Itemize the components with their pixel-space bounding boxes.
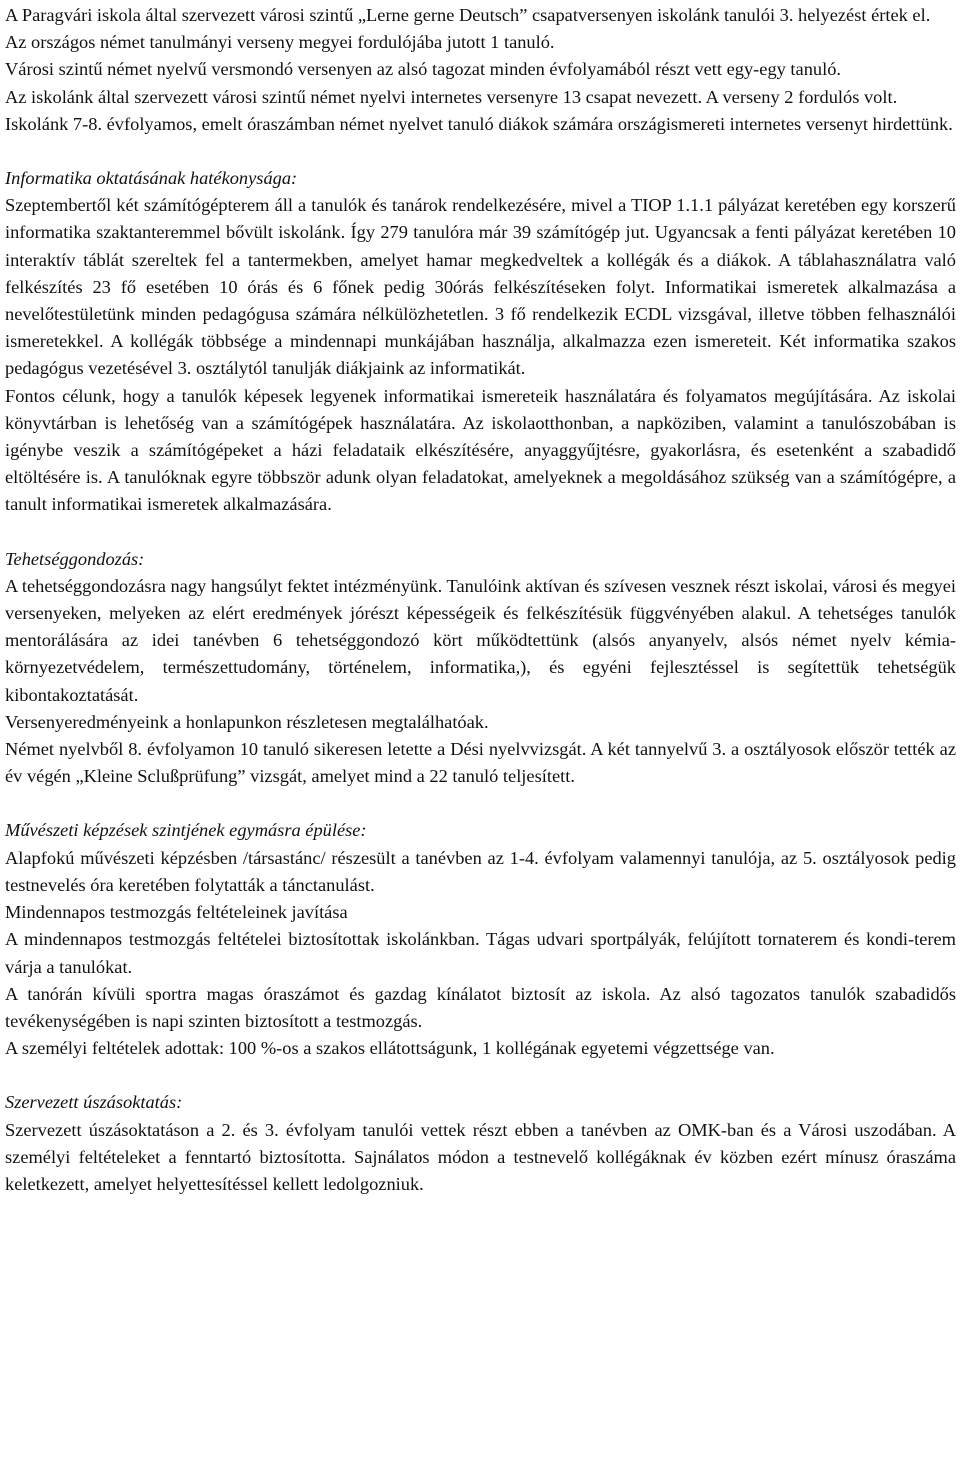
section-heading: Szervezett úszásoktatás: — [5, 1092, 183, 1113]
body-paragraph: Az iskolánk által szervezett városi szintű német nyelvi internetes versenyre 13 csapat nevezett. A verseny 2 fordulós volt. — [5, 86, 898, 107]
body-paragraph: Szeptembertől két számítógépterem áll a tanulók és tanárok rendelkezésére, mivel a TIOP 1.1.1 pályázat keretében egy korszerű informatika szaktanteremmel bővült iskolánk. Így 279 tanulóra már 39 számítógép jut. Ugyancsak a fenti pályázat keretében 10 interaktív táblát szereltek fel a tantermekben, amelyet hamar megkedveltek a kollégák és a diákok. A táblahasználatra való felkészítés 23 fő esetében 10 órás és 6 főnek pedig 30órás felkészítéseken folyt. Informatikai ismeretek alkalmazása a nevelőtestületünk minden pedagógusa számára nélkülözhetetlen. 3 fő rendelkezik ECDL vizsgával, illetve többen felhasználói ismeretekkel. A kollégák többsége a mindennapi munkájában használja, alkalmazza ezen ismereteit. Két informatika szakos pedagógus vezetésével 3. osztálytól tanulják diákjaink az informatikát. — [5, 195, 956, 379]
body-paragraph: Városi szintű német nyelvű versmondó versenyen az alsó tagozat minden évfolyamából részt vett egy-egy tanuló. — [5, 59, 842, 80]
body-paragraph: Fontos célunk, hogy a tanulók képesek legyenek informatikai ismereteik használatára és folyamatos megújítására. Az iskolai könyvtárban is lehetőség van a számítógépek használatára. Az iskolaotthonban, a napköziben, valamint a tanulószobában is igénybe veszik a számítógépeket a házi feladataik elkészítésére, anyaggyűjtésre, gyakorlásra, és esetenként a szabadidő eltöltésére is. A tanulóknak egyre többször adunk olyan feladatokat, amelyeknek a megoldásához szükség van a számítógépre, a tanult informatikai ismeretek alkalmazására. — [5, 385, 956, 515]
paragraph-spacer — [5, 138, 956, 165]
body-paragraph: A személyi feltételek adottak: 100 %-os a szakos ellátottságunk, 1 kollégának egyetemi végzettsége van. — [5, 1038, 775, 1059]
body-paragraph: Alapfokú művészeti képzésben /társastánc/ részesült a tanévben az 1-4. évfolyam valamennyi tanulója, az 5. osztályosok pedig testnevelés óra keretében folytatták a tánctanulást. — [5, 847, 956, 895]
body-paragraph: Az országos német tanulmányi verseny megyei fordulójába jutott 1 tanuló. — [5, 32, 555, 53]
section-heading: Tehetséggondozás: — [5, 548, 145, 569]
body-paragraph: A tehetséggondozásra nagy hangsúlyt fektet intézményünk. Tanulóink aktívan és szívesen vesznek részt iskolai, városi és megyei versenyeken, melyeken az elért eredmények jórészt képességeik és felkészítésük függvényében alakul. A tehetséges tanulók mentorálására az idei tanévben 6 tehetséggondozó kört működtettünk (alsós anyanyelv, alsós német nyelv kémia-környezetvédelem, természettudomány, történelem, informatika,), és egyéni fejlesztéssel is segítettük tehetségük kibontakoztatását. — [5, 575, 956, 705]
paragraph-spacer — [5, 790, 956, 817]
body-paragraph: Szervezett úszásoktatáson a 2. és 3. évfolyam tanulói vettek részt ebben a tanévben az OMK-ban és a Városi uszodában. A személyi feltételeket a fenntartó biztosította. Sajnálatos módon a testnevelő kollégáknak év közben ezért mínusz óraszáma keletkezett, amelyet helyettesítéssel kellett ledolgozniuk. — [5, 1119, 956, 1194]
section-heading: Művészeti képzések szintjének egymásra épülése: — [5, 820, 367, 841]
body-paragraph: A mindennapos testmozgás feltételei biztosítottak iskolánkban. Tágas udvari sportpályák, felújított tornaterem és kondi-terem várja a tanulókat. — [5, 929, 956, 977]
section-heading: Informatika oktatásának hatékonysága: — [5, 168, 298, 189]
body-paragraph: Versenyeredményeink a honlapunkon részletesen megtalálhatóak. — [5, 711, 489, 732]
paragraph-spacer — [5, 519, 956, 546]
body-paragraph: A tanórán kívüli sportra magas óraszámot és gazdag kínálatot biztosít az iskola. Az alsó tagozatos tanulók szabadidős tevékenységében is napi szinten biztosított a testmozgás. — [5, 983, 956, 1031]
paragraph-spacer — [5, 1062, 956, 1089]
body-paragraph: A Paragvári iskola által szervezett városi szintű „Lerne gerne Deutsch” csapatversenyen iskolánk tanulói 3. helyezést értek el. — [5, 5, 931, 25]
body-paragraph: Mindennapos testmozgás feltételeinek javítása — [5, 902, 348, 923]
body-paragraph: Német nyelvből 8. évfolyamon 10 tanuló sikeresen letette a Dési nyelvvizsgát. A két tannyelvű 3. a osztályosok először tették az év végén „Kleine Sclußprüfung” vizsgát, amelyet mind a 22 tanuló teljesített. — [5, 739, 956, 787]
body-paragraph: Iskolánk 7-8. évfolyamos, emelt óraszámban német nyelvet tanuló diákok számára országismereti internetes versenyt hirdettünk. — [5, 113, 953, 134]
